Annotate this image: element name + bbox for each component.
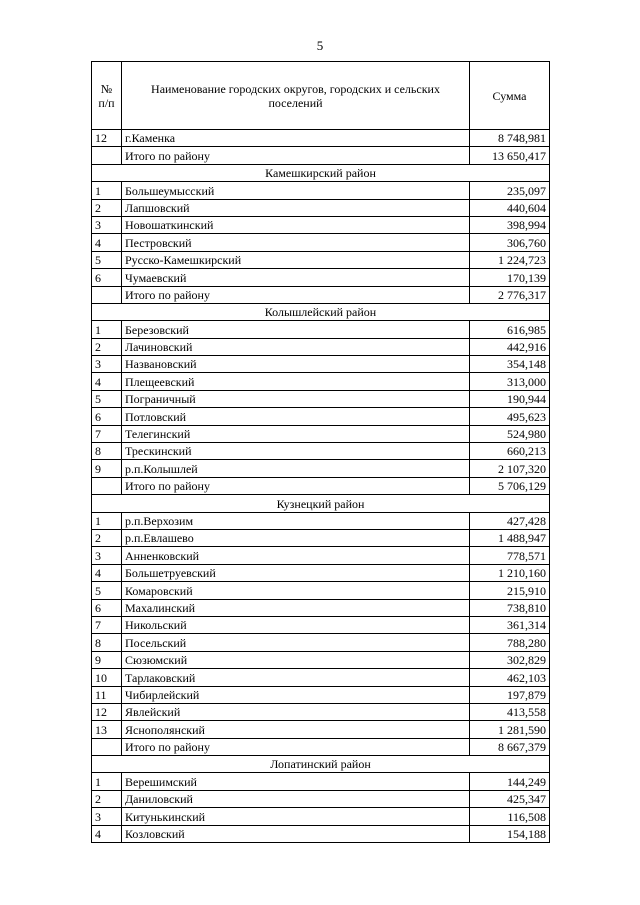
total-sum: 13 650,417 [470,147,550,164]
row-number: 2 [92,338,122,355]
row-sum: 144,249 [470,773,550,790]
settlement-name: Большетруевский [122,564,470,581]
settlement-name: р.п.Колышлей [122,460,470,477]
row-number [92,477,122,494]
row-sum: 1 281,590 [470,721,550,738]
row-number: 11 [92,686,122,703]
table-row [92,443,550,460]
settlement-name: Китунькинский [122,808,470,825]
row-number: 8 [92,443,122,460]
row-sum: 738,810 [470,599,550,616]
settlement-name: Пестровский [122,234,470,251]
row-sum: 1 224,723 [470,251,550,268]
table-row [92,634,550,651]
total-label: Итого по району [122,147,470,164]
row-number: 2 [92,529,122,546]
total-sum: 8 667,379 [470,738,550,755]
row-number: 1 [92,182,122,199]
row-sum: 170,139 [470,269,550,286]
row-number: 1 [92,512,122,529]
row-number: 1 [92,773,122,790]
district-header-row [92,495,550,512]
table-row [92,408,550,425]
row-number: 3 [92,808,122,825]
table-row [92,390,550,407]
table-row [92,721,550,738]
row-number: 8 [92,634,122,651]
settlement-name: Никольский [122,616,470,633]
settlement-name: г.Каменка [122,130,470,147]
district-name: Лопатинский район [92,756,550,773]
settlement-name: р.п.Верхозим [122,512,470,529]
row-sum: 2 107,320 [470,460,550,477]
row-sum: 302,829 [470,651,550,668]
table-row [92,529,550,546]
table-row [92,182,550,199]
table-body [92,130,550,843]
settlement-name: Названовский [122,356,470,373]
row-number: 1 [92,321,122,338]
row-sum: 413,558 [470,703,550,720]
settlement-name: Даниловский [122,790,470,807]
row-sum: 524,980 [470,425,550,442]
table-row [92,825,550,842]
row-number: 6 [92,408,122,425]
row-number: 12 [92,703,122,720]
row-number: 6 [92,269,122,286]
district-name: Камешкирский район [92,164,550,181]
settlement-name: Лачиновский [122,338,470,355]
row-sum: 235,097 [470,182,550,199]
row-number: 2 [92,199,122,216]
settlement-name: Русско-Камешкирский [122,251,470,268]
row-number [92,738,122,755]
row-sum: 660,213 [470,443,550,460]
settlements-table [91,61,550,843]
row-number: 3 [92,547,122,564]
settlement-name: Плещеевский [122,373,470,390]
settlement-name: Анненковский [122,547,470,564]
row-number [92,286,122,303]
district-header-row [92,303,550,320]
table-row [92,582,550,599]
settlement-name: Чумаевский [122,269,470,286]
table-row [92,130,550,147]
row-sum: 427,428 [470,512,550,529]
settlement-name: Яснополянский [122,721,470,738]
table-row [92,773,550,790]
settlement-name: Трескинский [122,443,470,460]
table-row [92,808,550,825]
table-row [92,651,550,668]
settlement-name: Посельский [122,634,470,651]
table-row [92,460,550,477]
row-number: 10 [92,669,122,686]
settlement-name: Козловский [122,825,470,842]
table-row [92,599,550,616]
row-sum: 398,994 [470,216,550,233]
table-row [92,338,550,355]
row-sum: 8 748,981 [470,130,550,147]
settlement-name: Пограничный [122,390,470,407]
district-name: Кузнецкий район [92,495,550,512]
row-number: 7 [92,425,122,442]
district-header-row [92,756,550,773]
table-row [92,321,550,338]
row-number: 5 [92,582,122,599]
table-row [92,686,550,703]
row-sum: 354,148 [470,356,550,373]
row-sum: 1 488,947 [470,529,550,546]
settlement-name: Потловский [122,408,470,425]
row-number: 4 [92,234,122,251]
district-name: Колышлейский район [92,303,550,320]
row-number [92,147,122,164]
table-row [92,547,550,564]
table-row [92,790,550,807]
settlement-name: р.п.Евлашево [122,529,470,546]
row-sum: 778,571 [470,547,550,564]
row-number: 5 [92,251,122,268]
header-num: № п/п [92,62,122,130]
table-row [92,669,550,686]
table-row [92,703,550,720]
row-number: 9 [92,651,122,668]
settlement-name: Тарлаковский [122,669,470,686]
row-sum: 361,314 [470,616,550,633]
row-sum: 306,760 [470,234,550,251]
total-row [92,477,550,494]
settlement-name: Новошаткинский [122,216,470,233]
row-sum: 154,188 [470,825,550,842]
total-label: Итого по району [122,477,470,494]
total-label: Итого по району [122,738,470,755]
settlement-name: Комаровский [122,582,470,599]
row-number: 7 [92,616,122,633]
row-sum: 495,623 [470,408,550,425]
header-sum: Сумма [470,62,550,130]
table-header-row [92,62,550,130]
row-sum: 116,508 [470,808,550,825]
row-sum: 215,910 [470,582,550,599]
row-sum: 197,879 [470,686,550,703]
total-sum: 2 776,317 [470,286,550,303]
row-number: 13 [92,721,122,738]
settlement-name: Явлейский [122,703,470,720]
table-row [92,216,550,233]
table-row [92,199,550,216]
row-number: 3 [92,216,122,233]
row-sum: 425,347 [470,790,550,807]
row-number: 3 [92,356,122,373]
table-row [92,564,550,581]
row-number: 4 [92,564,122,581]
table-row [92,269,550,286]
total-sum: 5 706,129 [470,477,550,494]
row-sum: 442,916 [470,338,550,355]
table-row [92,373,550,390]
table-row [92,425,550,442]
table-row [92,616,550,633]
row-sum: 440,604 [470,199,550,216]
row-number: 12 [92,130,122,147]
row-sum: 616,985 [470,321,550,338]
row-sum: 313,000 [470,373,550,390]
row-number: 9 [92,460,122,477]
header-name: Наименование городских округов, городских и сельских поселений [122,62,470,130]
settlement-name: Сюзюмский [122,651,470,668]
row-sum: 788,280 [470,634,550,651]
table-row [92,251,550,268]
district-header-row [92,164,550,181]
settlement-name: Лапшовский [122,199,470,216]
table-row [92,512,550,529]
page-number: 5 [316,38,324,53]
table-row [92,356,550,373]
row-number: 4 [92,373,122,390]
row-sum: 190,944 [470,390,550,407]
settlement-name: Верешимский [122,773,470,790]
row-number: 4 [92,825,122,842]
total-row [92,147,550,164]
row-number: 5 [92,390,122,407]
row-sum: 462,103 [470,669,550,686]
total-label: Итого по району [122,286,470,303]
settlement-name: Телегинский [122,425,470,442]
total-row [92,286,550,303]
settlement-name: Махалинский [122,599,470,616]
row-sum: 1 210,160 [470,564,550,581]
row-number: 2 [92,790,122,807]
settlement-name: Березовский [122,321,470,338]
row-number: 6 [92,599,122,616]
table-row [92,234,550,251]
settlement-name: Большеумысский [122,182,470,199]
settlement-name: Чибирлейский [122,686,470,703]
total-row [92,738,550,755]
